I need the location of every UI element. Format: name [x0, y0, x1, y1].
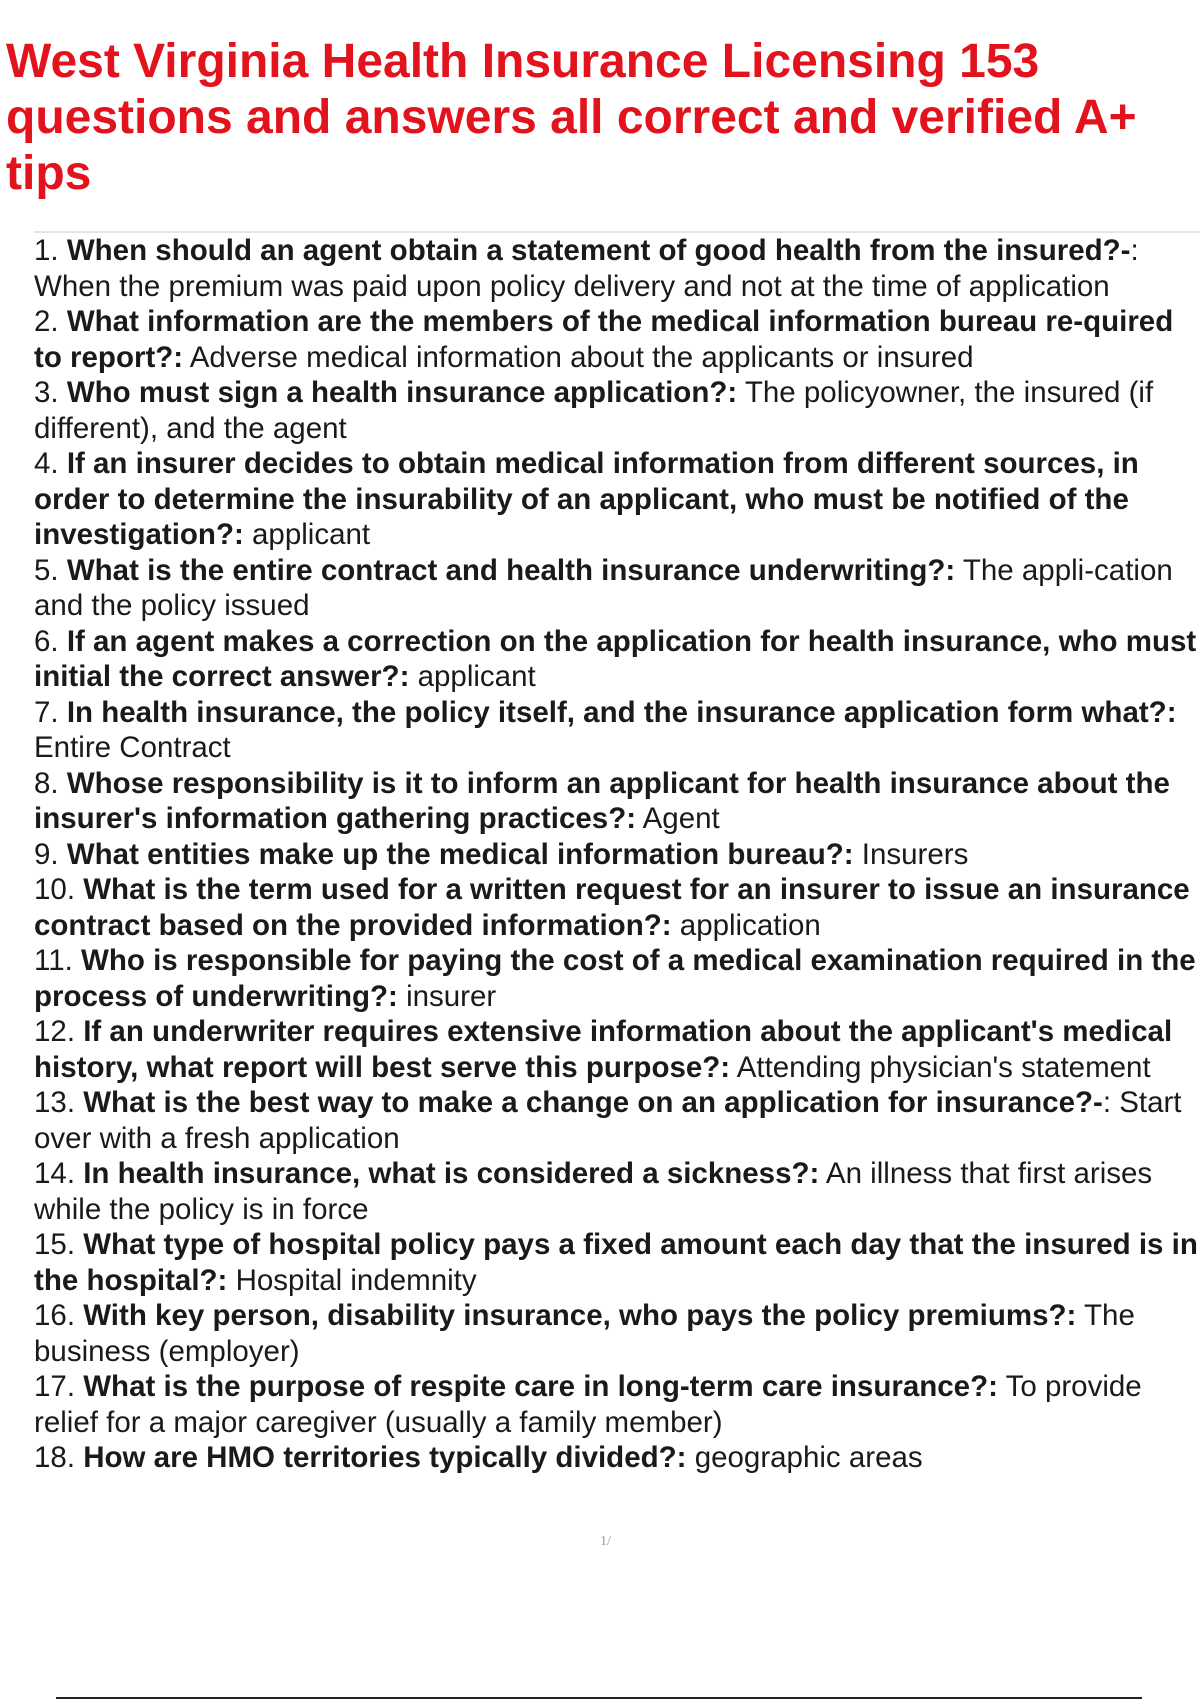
- item-number: 12.: [34, 1015, 76, 1048]
- qa-item: [34, 1085, 1200, 1156]
- answer: : When the premium was paid upon policy delivery and not at the time of application: [34, 234, 1139, 303]
- qa-item: [34, 553, 1200, 624]
- item-number: 2.: [34, 305, 59, 338]
- question: When should an agent obtain a statement of good health from the insured?-: [66, 234, 1131, 267]
- qa-item: [34, 1298, 1200, 1369]
- item-number: 16.: [34, 1299, 76, 1332]
- qa-item: [34, 233, 1200, 304]
- item-number: 13.: [34, 1086, 76, 1119]
- question: What information are the members of the medical information bureau re-quired to report?:: [34, 305, 1174, 374]
- answer: The policyowner, the insured (if different), and the agent: [34, 376, 1154, 445]
- question: What entities make up the medical information bureau?:: [66, 837, 854, 871]
- item-number: 10.: [34, 873, 76, 906]
- question: In health insurance, the policy itself, and the insurance application form what?:: [66, 695, 1177, 729]
- answer: An illness that first arises while the policy is in force: [34, 1157, 1153, 1226]
- qa-item: [34, 1440, 1200, 1476]
- item-number: 7.: [34, 695, 59, 729]
- answer: insurer: [406, 979, 497, 1013]
- question: If an underwriter requires extensive information about the applicant's medical history, what report will best serve this purpose?:: [34, 1015, 1173, 1084]
- question: What is the best way to make a change on an application for insurance?-: [83, 1086, 1103, 1119]
- question: Who must sign a health insurance application?:: [66, 376, 738, 409]
- question: What is the entire contract and health insurance underwriting?:: [66, 553, 956, 587]
- page-number: 1/: [600, 1534, 611, 1549]
- item-number: 5.: [34, 553, 59, 587]
- answer: application: [679, 908, 821, 942]
- qa-list: [34, 233, 1200, 1476]
- answer: Adverse medical information about the applicants or insured: [189, 340, 974, 374]
- answer: Attending physician's statement: [736, 1050, 1151, 1084]
- item-number: 9.: [34, 837, 59, 871]
- answer: Hospital indemnity: [235, 1263, 477, 1297]
- item-number: 4.: [34, 447, 59, 480]
- item-number: 6.: [34, 624, 59, 658]
- answer: To provide relief for a major caregiver (usually a family member): [34, 1370, 1142, 1439]
- question: Who is responsible for paying the cost of a medical examination required in the process of underwriting?:: [34, 944, 1196, 1013]
- qa-item: [34, 837, 1200, 873]
- document-title: West Virginia Health Insurance Licensing 153 questions and answers all correct and verified A+ tips: [6, 35, 1137, 200]
- item-number: 18.: [34, 1441, 76, 1474]
- footer-divider: [56, 1697, 1142, 1699]
- qa-item: [34, 1227, 1200, 1298]
- item-number: 1.: [34, 234, 59, 267]
- answer: applicant: [417, 660, 536, 693]
- qa-item: [34, 766, 1200, 837]
- qa-item: [34, 1014, 1200, 1085]
- question: How are HMO territories typically divided?:: [83, 1441, 687, 1474]
- question: If an agent makes a correction on the application for health insurance, who must initial the correct answer?:: [34, 624, 1197, 693]
- item-number: 11.: [34, 944, 73, 977]
- qa-item: [34, 695, 1200, 766]
- answer: The business (employer): [34, 1299, 1135, 1368]
- qa-item: [34, 943, 1200, 1014]
- answer: : Start over with a fresh application: [34, 1086, 1182, 1155]
- answer: The appli-cation and the policy issued: [34, 553, 1173, 622]
- item-number: 3.: [34, 376, 59, 409]
- question: What is the term used for a written request for an insurer to issue an insurance contract based on the provided information?:: [34, 873, 1190, 942]
- question: What type of hospital policy pays a fixed amount each day that the insured is in the hospital?:: [34, 1228, 1198, 1297]
- answer: geographic areas: [694, 1441, 923, 1474]
- question: What is the purpose of respite care in long-term care insurance?:: [83, 1370, 998, 1403]
- answer: Entire Contract: [34, 731, 231, 764]
- answer: Agent: [642, 802, 720, 835]
- item-number: 15.: [34, 1228, 76, 1261]
- qa-item: [34, 872, 1200, 943]
- answer: Insurers: [861, 837, 969, 871]
- qa-item: [34, 446, 1200, 553]
- qa-item: [34, 1156, 1200, 1227]
- question: If an insurer decides to obtain medical information from different sources, in order to determine the insurability of an applicant, who must be notified of the investigation?:: [34, 447, 1139, 551]
- qa-item: [34, 375, 1200, 446]
- answer: applicant: [252, 518, 371, 551]
- item-number: 14.: [34, 1157, 76, 1190]
- qa-item: [34, 304, 1200, 375]
- question: Whose responsibility is it to inform an applicant for health insurance about the insurer's information gathering practices?:: [34, 766, 1170, 835]
- qa-item: [34, 1369, 1200, 1440]
- question: In health insurance, what is considered a sickness?:: [83, 1157, 820, 1190]
- item-number: 8.: [34, 766, 59, 800]
- qa-item: [34, 624, 1200, 695]
- item-number: 17.: [34, 1370, 76, 1403]
- question: With key person, disability insurance, who pays the policy premiums?:: [83, 1299, 1077, 1332]
